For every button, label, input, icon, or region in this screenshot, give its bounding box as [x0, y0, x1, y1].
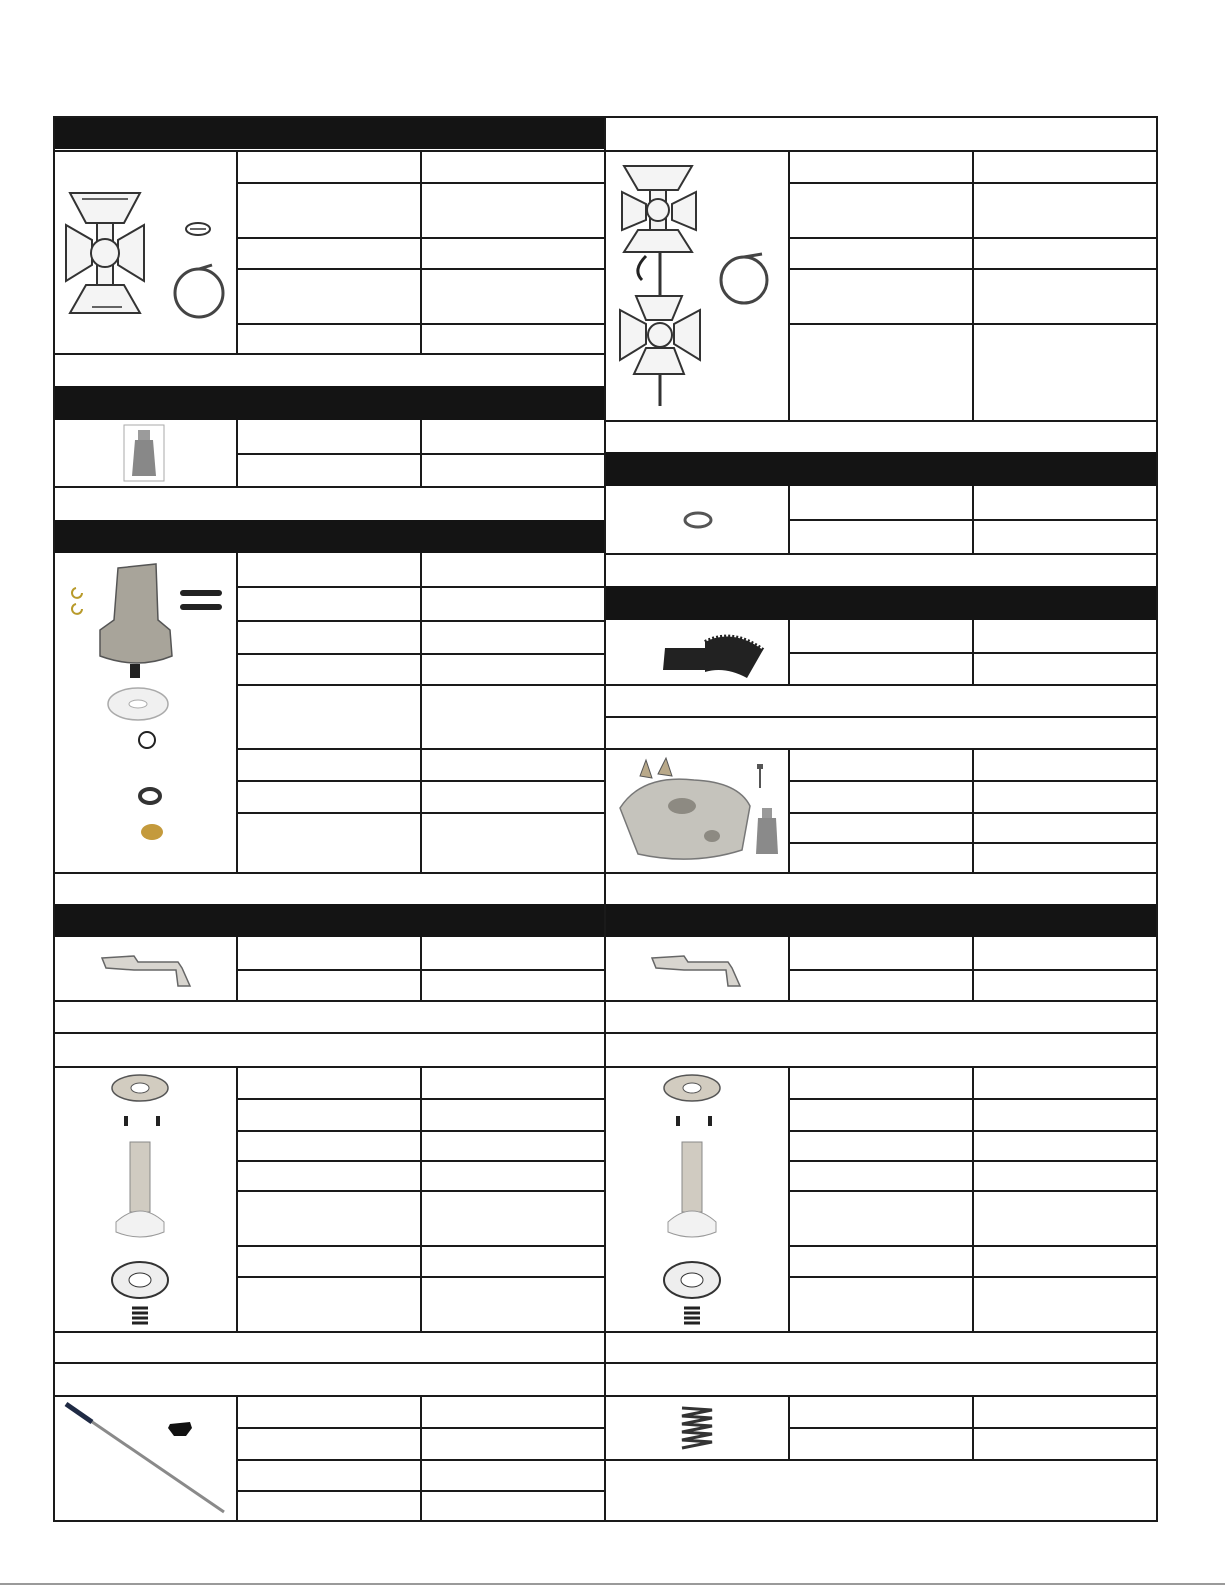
- rule: [605, 1459, 1157, 1461]
- rule: [236, 1066, 238, 1332]
- rule: [605, 1000, 1157, 1002]
- frame-bottom: [54, 1520, 1158, 1522]
- rule: [972, 1395, 974, 1460]
- sector-gear-image: [655, 626, 775, 682]
- rule: [788, 620, 790, 685]
- rule: [605, 420, 1157, 422]
- spring-image: [676, 1404, 718, 1452]
- rule: [420, 1395, 422, 1521]
- shaft-kit-left-image: [104, 1072, 184, 1328]
- rule: [605, 716, 1157, 718]
- rule: [54, 1066, 605, 1068]
- rule: [972, 748, 974, 873]
- rule: [236, 937, 238, 1001]
- rule: [605, 1331, 1157, 1333]
- rule: [972, 1066, 974, 1332]
- section-header-o-ring: [606, 452, 1158, 486]
- rule: [54, 1000, 605, 1002]
- rule: [605, 1362, 1157, 1364]
- o-ring-image: [682, 509, 714, 531]
- rule: [788, 486, 790, 554]
- rule: [972, 486, 974, 554]
- rule: [54, 1032, 605, 1034]
- rule: [54, 1331, 605, 1333]
- rule: [54, 150, 605, 152]
- base-plate-image: [612, 756, 784, 866]
- section-header-agitator: [55, 117, 606, 149]
- frame-left: [53, 116, 55, 1522]
- rule: [420, 553, 422, 873]
- section-header-handles: [55, 904, 1158, 937]
- rule: [54, 1395, 605, 1397]
- section-header-sector-gear: [606, 586, 1158, 620]
- rule: [605, 684, 1157, 686]
- rule: [605, 150, 1157, 152]
- rule: [605, 553, 1157, 555]
- frame-top: [54, 116, 1158, 118]
- rule: [605, 1395, 1157, 1397]
- rule: [420, 937, 422, 1001]
- section-header-gear-housing: [55, 520, 606, 553]
- rule: [605, 1032, 1157, 1034]
- frame-right: [1156, 116, 1158, 1522]
- rule: [605, 1066, 1157, 1068]
- rule: [236, 1395, 238, 1521]
- rule: [420, 420, 422, 487]
- rule: [605, 748, 1157, 750]
- rule: [236, 150, 238, 355]
- gear-housing-image: [70, 560, 230, 850]
- rule: [54, 486, 605, 488]
- crank-handle-right-image: [648, 948, 748, 990]
- crank-handle-left-image: [98, 948, 198, 990]
- section-header-bushing: [55, 386, 606, 420]
- frame-middle: [604, 116, 606, 1522]
- probe-image: [62, 1400, 232, 1516]
- rule: [972, 620, 974, 685]
- rule: [54, 1362, 605, 1364]
- rule: [788, 150, 790, 421]
- rule: [605, 872, 1157, 874]
- rule: [788, 1395, 790, 1460]
- rule: [788, 937, 790, 1001]
- rule: [54, 353, 605, 355]
- dual-agitator-image: [612, 160, 784, 412]
- rule: [788, 1066, 790, 1332]
- rule: [788, 748, 790, 873]
- agitator-image: [62, 185, 232, 325]
- rule: [420, 150, 422, 355]
- bushing-image: [123, 424, 165, 482]
- shaft-kit-right-image: [656, 1072, 736, 1328]
- rule: [420, 1066, 422, 1332]
- rule: [972, 937, 974, 1001]
- rule: [236, 420, 238, 487]
- rule: [972, 150, 974, 421]
- rule: [54, 872, 605, 874]
- rule: [236, 553, 238, 873]
